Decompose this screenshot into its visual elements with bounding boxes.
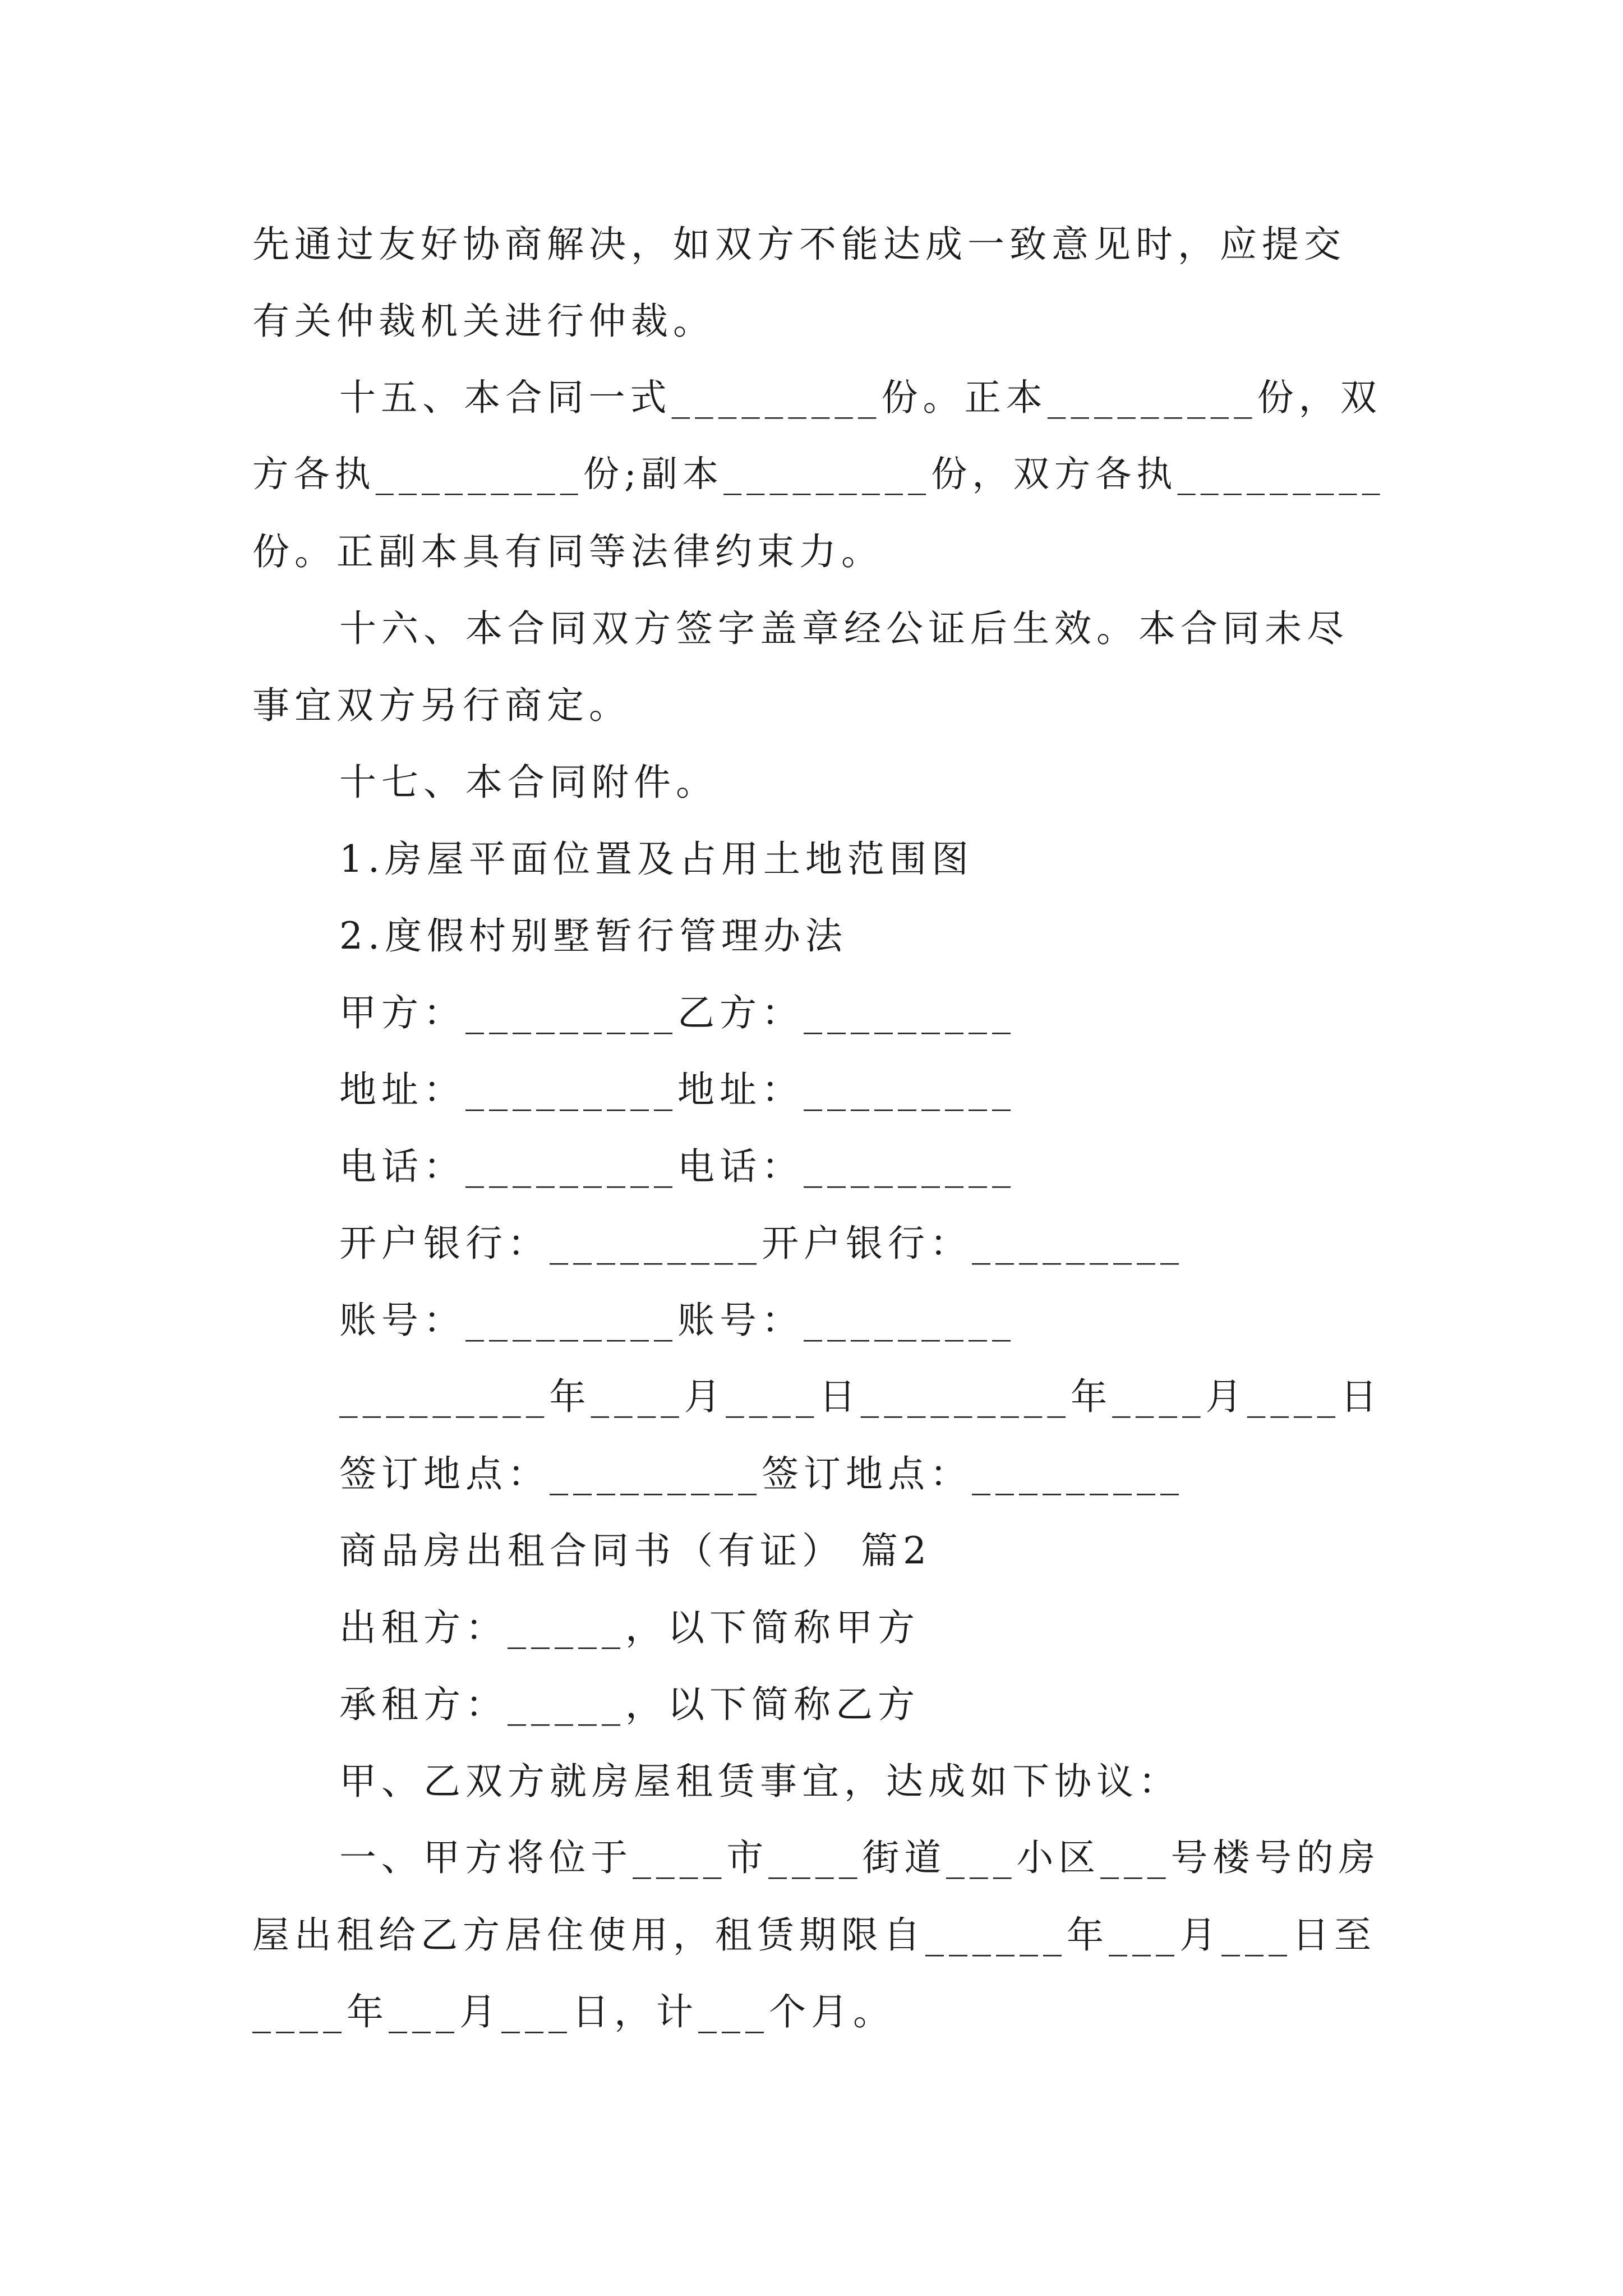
text-line: 甲、乙双方就房屋租赁事宜，达成如下协议： [339, 1760, 1181, 1803]
text-line: 十七、本合同附件。 [339, 761, 718, 804]
text-line: 出租方：_____，以下简称甲方 [339, 1606, 920, 1649]
text-line: 十五、本合同一式_________份。正本_________份，双 [339, 377, 1382, 419]
text-line: 一、甲方将位于____市____街道___小区___号楼号的房 [339, 1837, 1381, 1879]
text-line: 事宜双方另行商定。 [252, 684, 631, 727]
text-line: 屋出租给乙方居住使用，租赁期限自______年___月___日至 [252, 1913, 1376, 1957]
text-line: 承租方：_____，以下简称乙方 [339, 1683, 920, 1726]
text-line: 甲方：_________乙方：_________ [339, 991, 1016, 1034]
text-line: 先通过友好协商解决，如双方不能达成一致意见时，应提交 [252, 223, 1346, 266]
text-line: 签订地点：_________签订地点：_________ [339, 1452, 1184, 1496]
text-line: 方各执_________份;副本_________份，双方各执_________ [252, 453, 1385, 495]
text-line: 2.度假村别墅暂行管理办法 [339, 914, 847, 958]
section-heading: 商品房出租合同书（有证） 篇2 [339, 1529, 932, 1572]
text-line: _________年____月____日_________年____月____日 [339, 1375, 1382, 1418]
text-line: 开户银行：_________开户银行：_________ [339, 1222, 1184, 1265]
text-line: 1.房屋平面位置及占用土地范围图 [339, 838, 974, 881]
text-line: 账号：_________账号：_________ [339, 1299, 1016, 1342]
text-line: 电话：_________电话：_________ [339, 1145, 1016, 1188]
text-line: 份。正副本具有同等法律约束力。 [252, 530, 883, 573]
text-line: 有关仲裁机关进行仲裁。 [252, 300, 715, 343]
text-line: ____年___月___日，计___个月。 [252, 1990, 895, 2033]
text-line: 十六、本合同双方签字盖章经公证后生效。本合同未尽 [339, 607, 1349, 650]
text-line: 地址：_________地址：_________ [339, 1068, 1016, 1111]
